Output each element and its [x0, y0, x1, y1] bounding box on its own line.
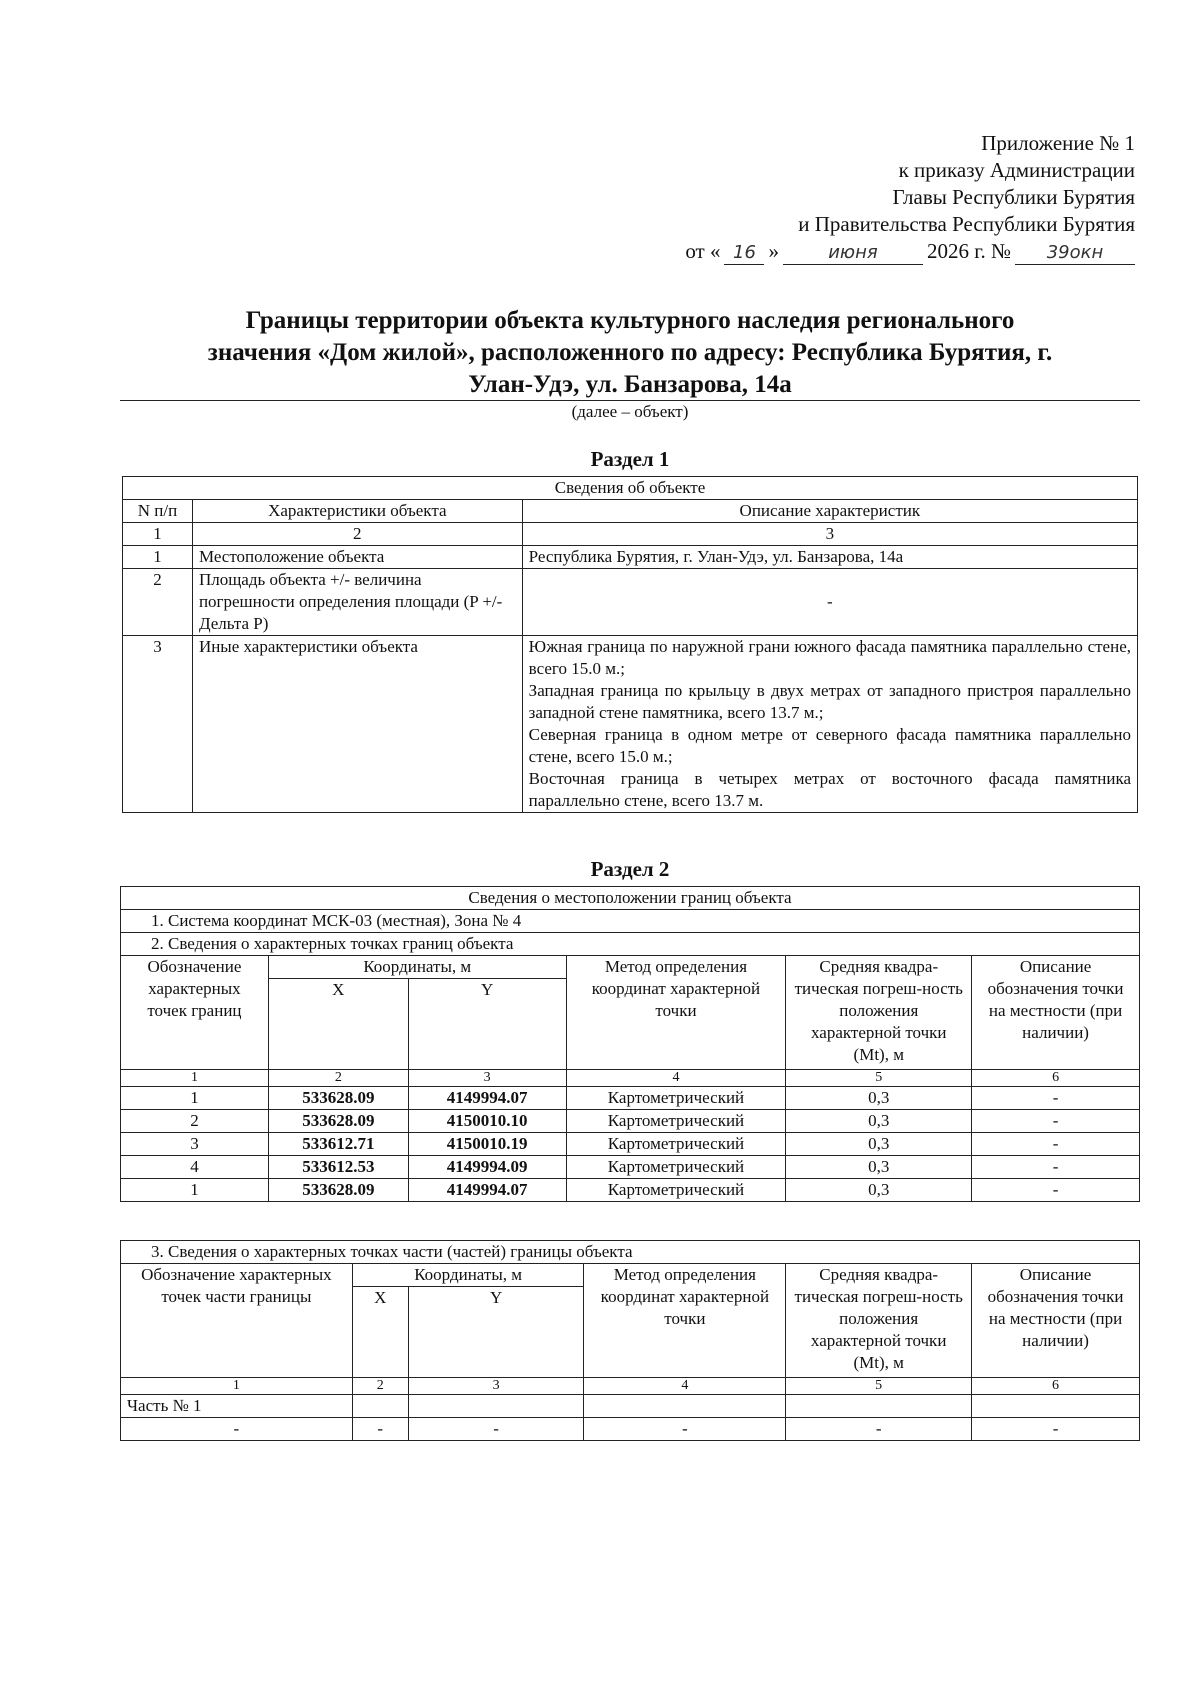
column-header: Координаты, м — [352, 1264, 584, 1287]
point-mt: 0,3 — [786, 1133, 972, 1156]
column-header-x: X — [352, 1287, 408, 1378]
section1-heading: Раздел 1 — [590, 447, 670, 471]
column-header-y: Y — [408, 979, 566, 1070]
point-id: 2 — [121, 1110, 269, 1133]
boundary-north: Северная граница в одном метре от северного фасада памятника параллельно стене, всего 15.0 м.; — [528, 725, 1131, 766]
title-line: значения «Дом жилой», расположенного по адресу: Республика Бурятия, г. — [207, 339, 1053, 366]
column-number: 3 — [408, 1070, 566, 1087]
column-header: Метод определения координат характерной точки — [566, 956, 786, 1070]
point-y: 4150010.10 — [408, 1110, 566, 1133]
column-header-y: Y — [408, 1287, 584, 1378]
column-number: 1 — [121, 1070, 269, 1087]
column-number: 6 — [972, 1378, 1140, 1395]
point-y: 4150010.19 — [408, 1133, 566, 1156]
part-label: Часть № 1 — [121, 1395, 353, 1418]
point-method: Картометрический — [566, 1133, 786, 1156]
column-header: Обозначение характерных точек части границы — [121, 1264, 353, 1378]
boundary-south: Южная граница по наружной грани южного фасада памятника параллельно стене, всего 15.0 м.; — [528, 637, 1131, 678]
boundary-west: Западная граница по крыльцу в двух метрах от западного пристроя параллельно западной стене памятника, всего 13.7 м.; — [528, 681, 1131, 722]
order-number-handwritten: 39окн — [1015, 242, 1135, 265]
column-header-x: X — [268, 979, 408, 1070]
table-caption: Сведения о местоположении границ объекта — [121, 887, 1140, 910]
appendix-line: к приказу Администрации — [898, 158, 1135, 182]
appendix-line: Главы Республики Бурятия — [892, 185, 1135, 209]
date-mid: » — [768, 239, 779, 263]
section2-heading: Раздел 2 — [590, 857, 670, 881]
boundary-east: Восточная граница в четырех метрах от восточного фасада памятника параллельно стене, всего 13.7 м. — [528, 769, 1131, 810]
coordinate-system: 1. Система координат МСК-03 (местная), Зона № 4 — [121, 910, 1140, 933]
column-number: 5 — [786, 1378, 972, 1395]
point-desc: - — [972, 1179, 1140, 1202]
part-cell: - — [352, 1418, 408, 1441]
point-id: 1 — [121, 1179, 269, 1202]
point-id: 3 — [121, 1133, 269, 1156]
row-number: 3 — [123, 636, 193, 813]
parts-caption: 3. Сведения о характерных точках части (частей) границы объекта — [121, 1241, 1140, 1264]
point-method: Картометрический — [566, 1179, 786, 1202]
object-info-table — [122, 476, 1138, 813]
table-row — [123, 636, 1138, 813]
point-mt: 0,3 — [786, 1179, 972, 1202]
column-header: Метод определения координат характерной точки — [584, 1264, 786, 1378]
appendix-header — [535, 130, 1135, 265]
point-desc: - — [972, 1110, 1140, 1133]
column-number: 3 — [522, 523, 1137, 546]
title-underline — [120, 400, 1140, 401]
point-y: 4149994.07 — [408, 1087, 566, 1110]
point-x: 533628.09 — [268, 1110, 408, 1133]
characteristic-desc: - — [522, 569, 1137, 636]
point-x: 533612.53 — [268, 1156, 408, 1179]
order-date-line — [685, 238, 1135, 265]
characteristic-name: Иные характеристики объекта — [192, 636, 522, 813]
table-row — [121, 1395, 1140, 1418]
appendix-line: и Правительства Республики Бурятия — [798, 212, 1135, 236]
column-number: 1 — [123, 523, 193, 546]
column-header: Средняя квадра-тическая погреш-ность положения характерной точки (Mt), м — [786, 956, 972, 1070]
point-desc: - — [972, 1133, 1140, 1156]
table-row — [121, 1133, 1140, 1156]
title-line: Границы территории объекта культурного наследия регионального — [245, 307, 1015, 334]
document-title — [120, 305, 1140, 401]
point-y: 4149994.09 — [408, 1156, 566, 1179]
document-subtitle: (далее – объект) — [571, 402, 689, 421]
column-number: 4 — [584, 1378, 786, 1395]
column-number: 2 — [352, 1378, 408, 1395]
part-cell: - — [584, 1418, 786, 1441]
column-header: Средняя квадра-тическая погреш-ность положения характерной точки (Mt), м — [786, 1264, 972, 1378]
table-row — [121, 1087, 1140, 1110]
table-row — [123, 569, 1138, 636]
point-mt: 0,3 — [786, 1156, 972, 1179]
boundary-points-table — [120, 886, 1140, 1202]
part-cell: - — [786, 1418, 972, 1441]
point-method: Картометрический — [566, 1156, 786, 1179]
column-header: Описание обозначения точки на местности (при наличии) — [972, 1264, 1140, 1378]
table-caption: Сведения об объекте — [123, 477, 1138, 500]
appendix-line: Приложение № 1 — [981, 131, 1135, 155]
point-x: 533628.09 — [268, 1087, 408, 1110]
characteristic-desc: Республика Бурятия, г. Улан-Удэ, ул. Банзарова, 14а — [522, 546, 1137, 569]
column-header: Характеристики объекта — [192, 500, 522, 523]
column-header: Обозначение характерных точек границ — [121, 956, 269, 1070]
point-mt: 0,3 — [786, 1110, 972, 1133]
point-x: 533628.09 — [268, 1179, 408, 1202]
date-day-handwritten: 16 — [724, 242, 764, 265]
date-year: 2026 г. № — [926, 239, 1011, 263]
point-method: Картометрический — [566, 1087, 786, 1110]
point-method: Картометрический — [566, 1110, 786, 1133]
part-cell: - — [408, 1418, 584, 1441]
column-number: 4 — [566, 1070, 786, 1087]
column-number: 3 — [408, 1378, 584, 1395]
point-mt: 0,3 — [786, 1087, 972, 1110]
point-x: 533612.71 — [268, 1133, 408, 1156]
part-cell: - — [121, 1418, 353, 1441]
table-row — [121, 1179, 1140, 1202]
point-desc: - — [972, 1087, 1140, 1110]
point-desc: - — [972, 1156, 1140, 1179]
column-number: 2 — [192, 523, 522, 546]
table-row — [121, 1156, 1140, 1179]
part-cell: - — [972, 1418, 1140, 1441]
characteristic-desc — [522, 636, 1137, 813]
characteristic-name: Местоположение объекта — [192, 546, 522, 569]
table-row — [123, 546, 1138, 569]
row-number: 2 — [123, 569, 193, 636]
column-number: 6 — [972, 1070, 1140, 1087]
column-number: 1 — [121, 1378, 353, 1395]
point-y: 4149994.07 — [408, 1179, 566, 1202]
date-prefix: от « — [685, 239, 721, 263]
column-number: 5 — [786, 1070, 972, 1087]
row-number: 1 — [123, 546, 193, 569]
point-id: 1 — [121, 1087, 269, 1110]
boundary-parts-table — [120, 1240, 1140, 1441]
table-row — [121, 1110, 1140, 1133]
point-id: 4 — [121, 1156, 269, 1179]
column-header: N п/п — [123, 500, 193, 523]
title-line: Улан-Удэ, ул. Банзарова, 14а — [468, 371, 792, 398]
characteristic-name: Площадь объекта +/- величина погрешности определения площади (P +/- Дельта P) — [192, 569, 522, 636]
column-header: Описание характеристик — [522, 500, 1137, 523]
points-caption: 2. Сведения о характерных точках границ объекта — [121, 933, 1140, 956]
table-row — [121, 1418, 1140, 1441]
date-month-handwritten: июня — [783, 242, 923, 265]
column-header: Описание обозначения точки на местности (при наличии) — [972, 956, 1140, 1070]
column-header: Координаты, м — [268, 956, 566, 979]
column-number: 2 — [268, 1070, 408, 1087]
